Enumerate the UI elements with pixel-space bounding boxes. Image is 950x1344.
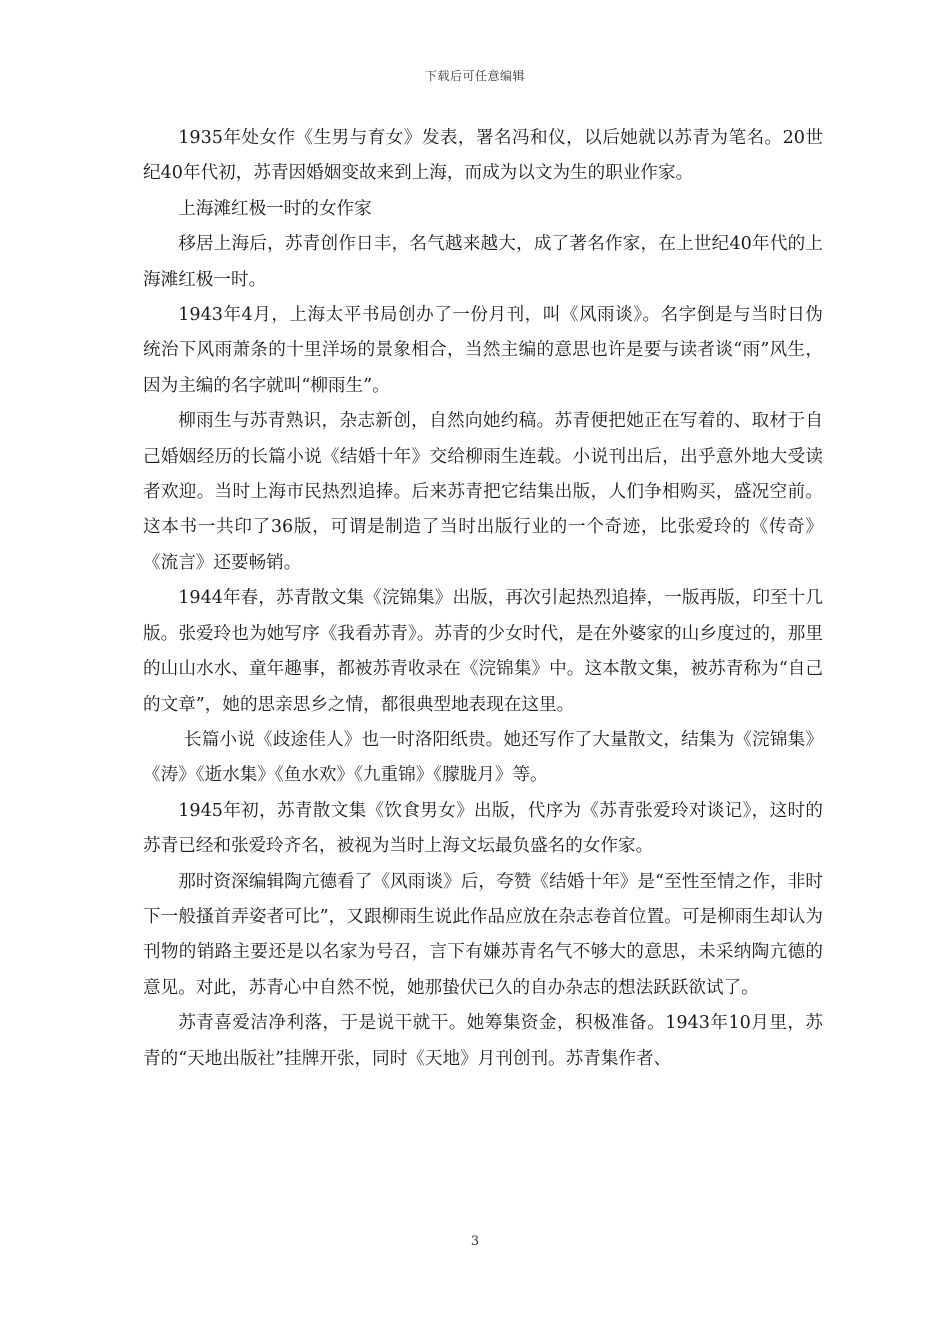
paragraph: 那时资深编辑陶亢德看了《风雨谈》后，夸赞《结婚十年》是“至性至情之作，非时下一般搔首弄姿者可比”，又跟柳雨生说此作品应放在杂志卷首位置。可是柳雨生却认为刊物的销路主要还是以名家为号召，言下有嫌苏青名气不够大的意思，未采纳陶亢德的意见。对此，苏青心中自然不悦，她那蛰伏已久的自办杂志的想法跃跃欲试了。 xyxy=(143,871,823,998)
paragraph: 1943年4月，上海太平书局创办了一份月刊，叫《风雨谈》。名字倒是与当时日伪统治下风雨萧条的十里洋场的景象相合，当然主编的意思也许是要与读者谈“雨”风生，因为主编的名字就叫“柳雨生”。 xyxy=(143,305,823,396)
page-number: 3 xyxy=(470,1234,480,1249)
paragraph: 1935年处女作《生男与育女》发表，署名冯和仪，以后她就以苏青为笔名。20世纪40年代初，苏青因婚姻变故来到上海，而成为以文为生的职业作家。 xyxy=(143,128,823,184)
section-heading: 上海滩红极一时的女作家 xyxy=(178,198,372,219)
document-body xyxy=(143,121,823,1077)
paragraph: 苏青喜爱洁净利落，于是说干就干。她筹集资金，积极准备。1943年10月里，苏青的“天地出版社”挂牌开张，同时《天地》月刊创刊。苏青集作者、 xyxy=(143,1013,823,1069)
paragraph: 柳雨生与苏青熟识，杂志新创，自然向她约稿。苏青便把她正在写着的、取材于自己婚姻经历的长篇小说《结婚十年》交给柳雨生连载。小说刊出后，出乎意外地大受读者欢迎。当时上海市民热烈追捧。后来苏青把它结集出版，人们争相购买，盛况空前。这本书一共印了36版，可谓是制造了当时出版行业的一个奇迹，比张爱玲的《传奇》《流言》还要畅销。 xyxy=(143,411,823,573)
paragraph: 1945年初，苏青散文集《饮食男女》出版，代序为《苏青张爱玲对谈记》，这时的苏青已经和张爱玲齐名，被视为当时上海文坛最负盛名的女作家。 xyxy=(143,800,823,857)
paragraph: 移居上海后，苏青创作日丰，名气越来越大，成了著名作家，在上世纪40年代的上海滩红极一时。 xyxy=(143,234,823,290)
page-header: 下载后可任意编辑 xyxy=(424,69,525,83)
paragraph: 长篇小说《歧途佳人》也一时洛阳纸贵。她还写作了大量散文，结集为《浣锦集》《涛》《逝水集》《鱼水欢》《九重锦》《朦胧月》等。 xyxy=(143,729,823,786)
paragraph: 1944年春，苏青散文集《浣锦集》出版，再次引起热烈追捧，一版再版，印至十几版。张爱玲也为她写序《我看苏青》。苏青的少女时代，是在外婆家的山乡度过的，那里的山山水水、童年趣事，都被苏青收录在《浣锦集》中。这本散文集，被苏青称为“自己的文章”，她的思亲思乡之情，都很典型地表现在这里。 xyxy=(143,588,823,715)
